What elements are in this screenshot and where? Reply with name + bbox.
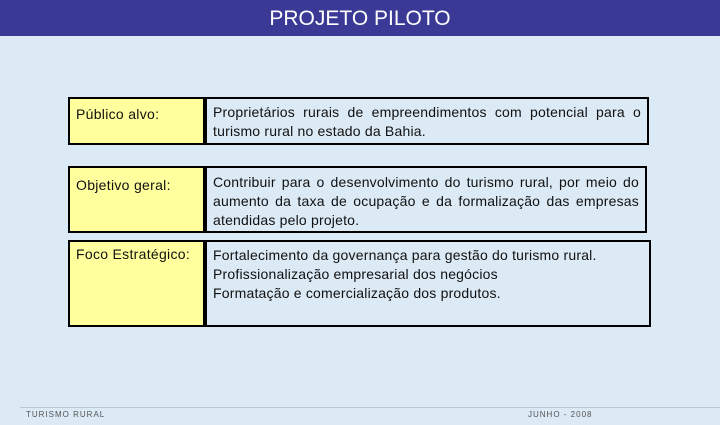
row-label: Público alvo: (68, 97, 205, 145)
table-row-foco-estrategico (68, 240, 651, 327)
row-value-text: Profissionalização empresarial dos negócios (213, 266, 498, 282)
row-value-text: Formatação e comercialização dos produtos. (213, 285, 501, 301)
row-label: Objetivo geral: (68, 166, 205, 233)
table-row-publico-alvo (68, 97, 649, 145)
row-value-text: Fortalecimento da governança para gestão do turismo rural. (213, 247, 597, 263)
row-value (205, 240, 651, 327)
table-row-objetivo-geral (68, 166, 647, 233)
row-value (205, 97, 649, 145)
row-label: Foco Estratégico: (68, 240, 205, 327)
slide-title-bar (0, 0, 720, 36)
row-value-text: Proprietários rurais de empreendimentos com potencial para o turismo rural no estado da Bahia. (213, 104, 641, 139)
row-value (205, 166, 647, 233)
row-value-text: Contribuir para o desenvolvimento do turismo rural, por meio do aumento da taxa de ocupação e da formalização das empresas atendidas pelo projeto. (213, 174, 639, 228)
footer-divider (20, 407, 720, 408)
slide-title: PROJETO PILOTO (269, 7, 451, 30)
footer-left-text: TURISMO RURAL (26, 410, 106, 419)
footer-right-text: JUNHO - 2008 (528, 410, 593, 419)
